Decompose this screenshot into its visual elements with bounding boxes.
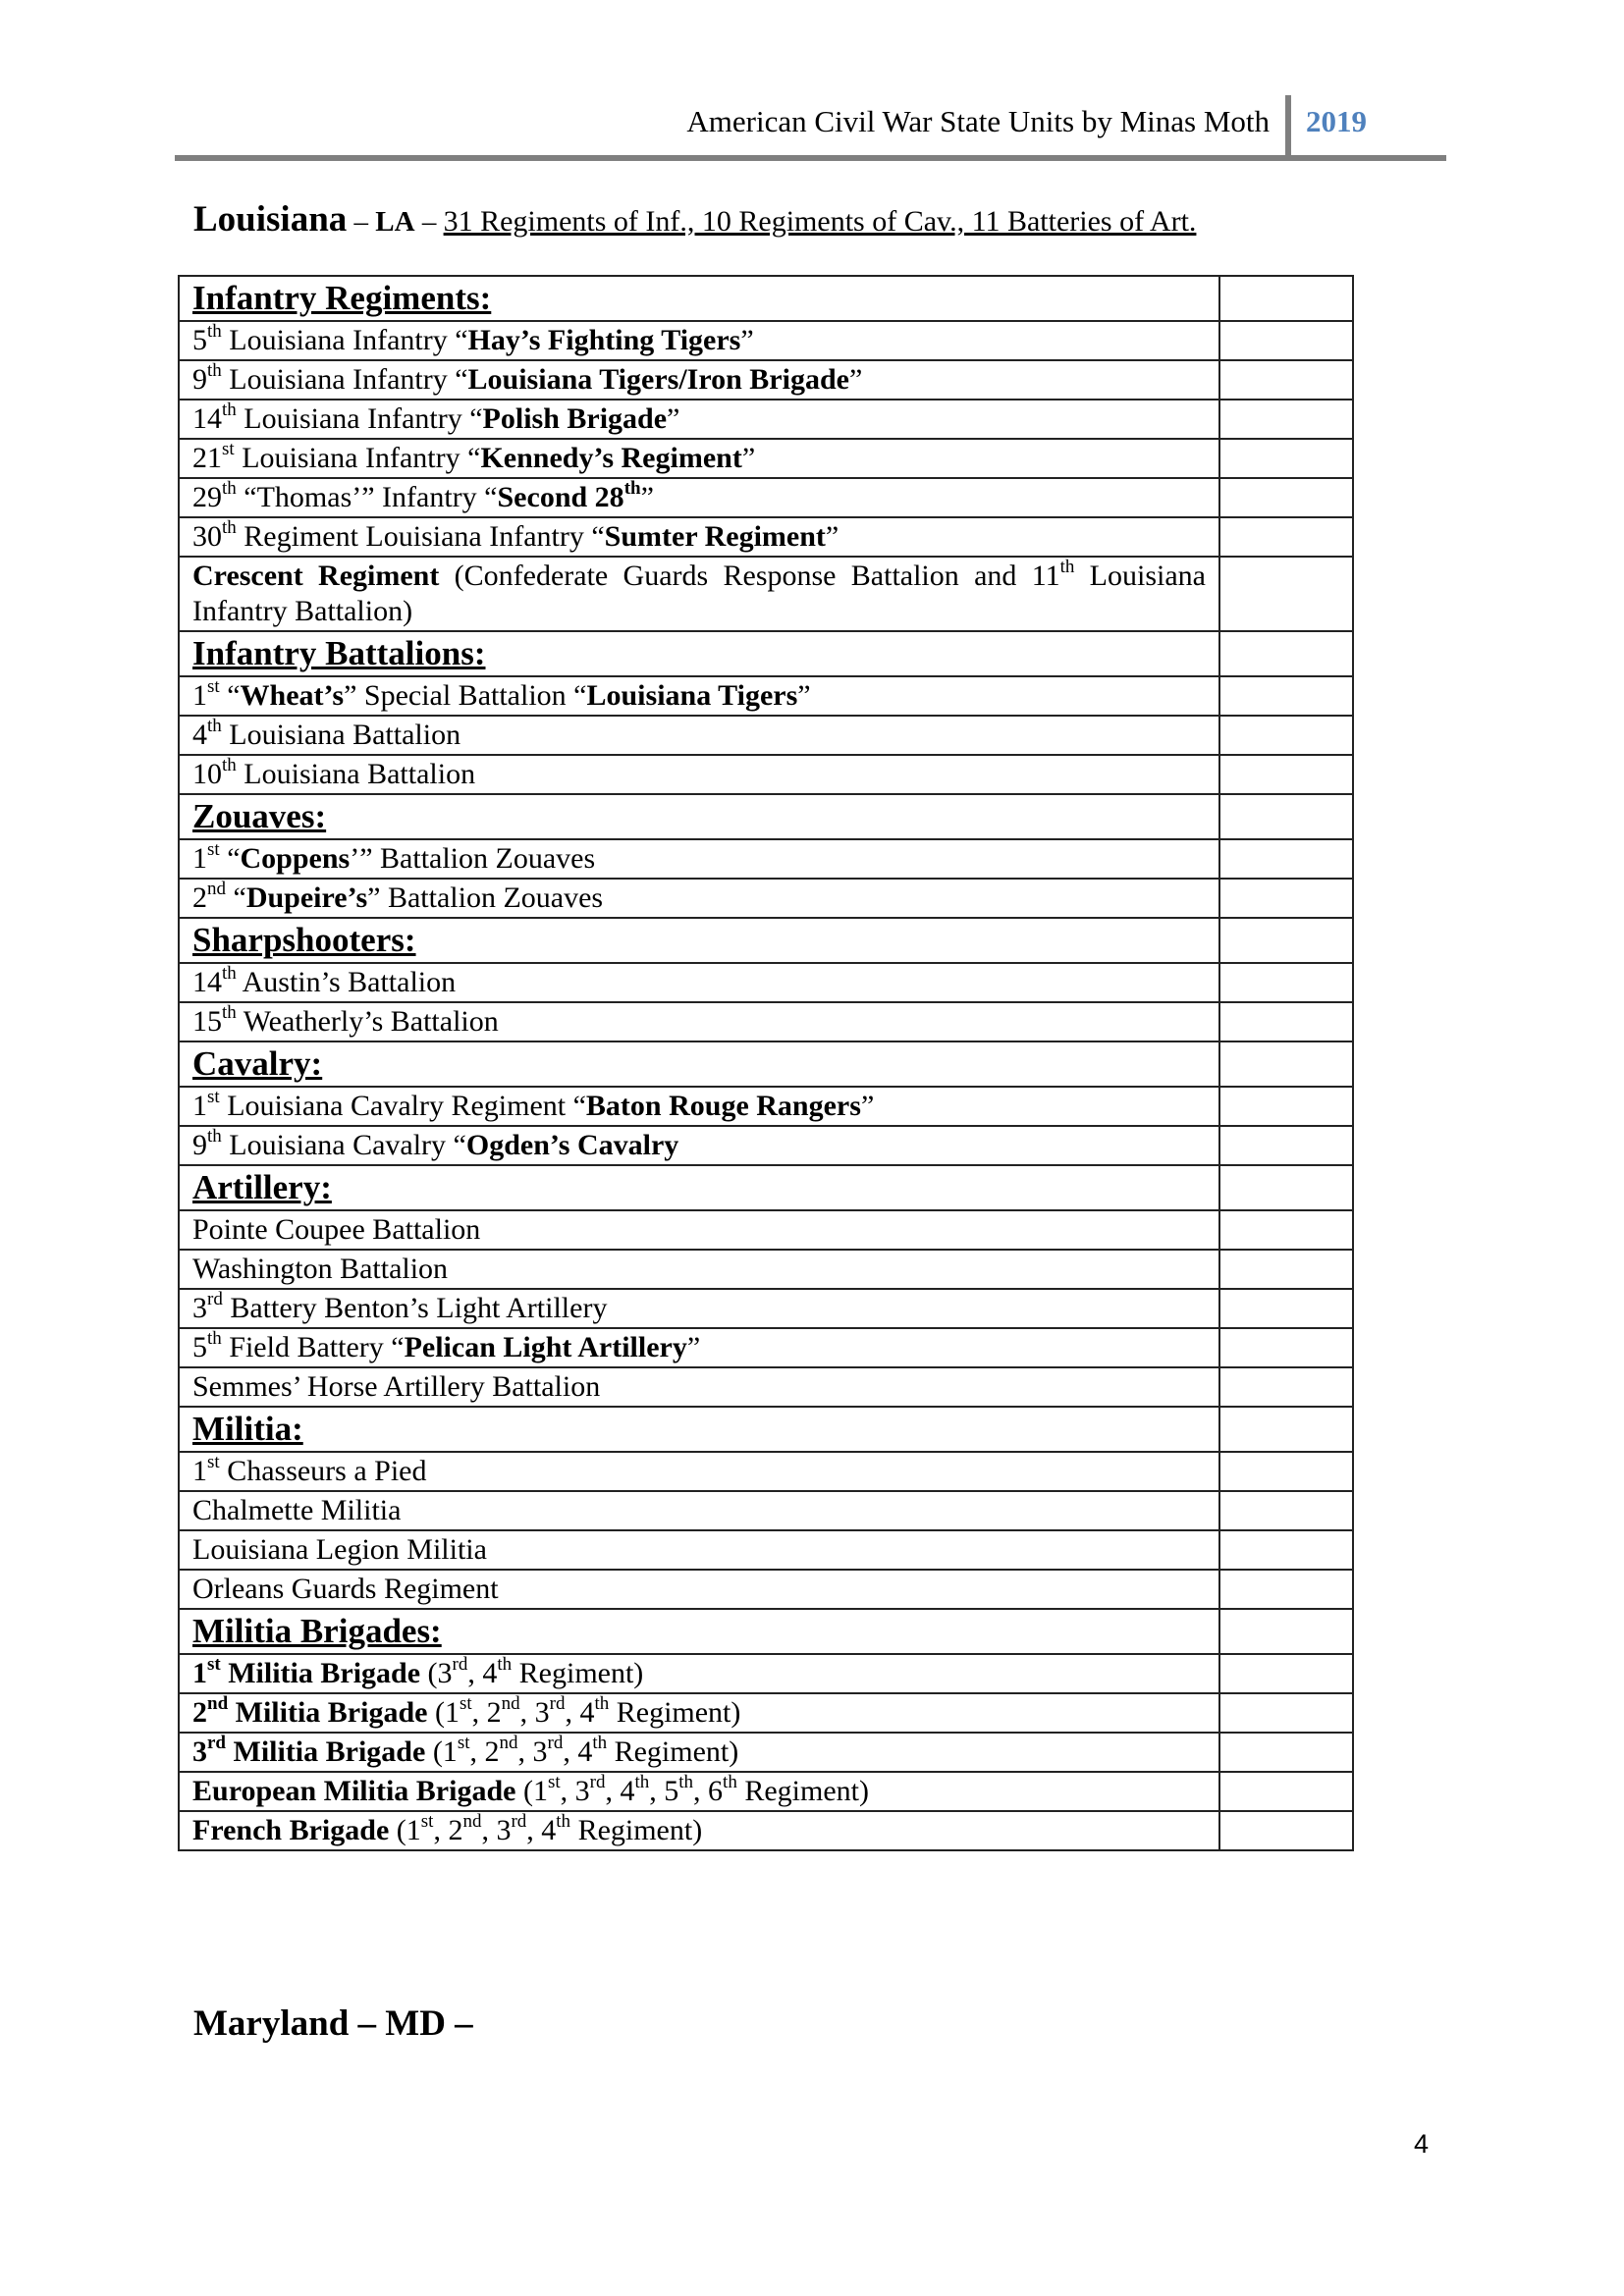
ordinal-suffix: th [634,1772,650,1792]
checkbox-cell[interactable] [1219,1210,1353,1250]
checkbox-cell[interactable] [1219,1407,1353,1452]
unit-row [179,1210,1353,1250]
unit-row [179,1002,1353,1041]
units-table [178,275,1354,1851]
section-heading: Sharpshooters: [192,921,416,959]
unit-text: ” Battalion Zouaves [367,881,604,914]
ordinal-suffix: st [547,1772,561,1792]
next-state-title: Maryland – MD – [193,2003,473,2044]
unit-name-cell [179,1126,1219,1165]
unit-text: Field Battery “ [221,1331,405,1363]
unit-name-cell [179,1693,1219,1733]
unit-name-cell [179,676,1219,716]
ordinal-suffix: th [556,1811,571,1832]
unit-text: “ [226,881,246,914]
ordinal-suffix: th [207,1126,222,1147]
unit-nickname-bold: Kennedy’s Regiment [480,442,742,474]
checkbox-cell[interactable] [1219,676,1353,716]
checkbox-cell[interactable] [1219,1126,1353,1165]
ordinal-suffix: th [222,517,237,538]
section-heading: Artillery: [192,1168,332,1206]
title-dash: – [414,206,444,238]
ordinal-suffix: rd [549,1693,566,1714]
unit-text: 4 [192,719,207,751]
unit-name-cell [179,1452,1219,1491]
unit-name-cell [179,1733,1219,1772]
unit-text: ’” Battalion Zouaves [350,842,596,875]
ordinal-suffix: th [222,755,237,775]
header-rule [175,155,1446,161]
checkbox-cell[interactable] [1219,478,1353,517]
unit-text: 9 [192,363,207,396]
ordinal-suffix: st [207,1452,220,1472]
unit-nickname-bold: Pelican Light Artillery [404,1331,687,1363]
checkbox-cell[interactable] [1219,1693,1353,1733]
checkbox-cell[interactable] [1219,1002,1353,1041]
section-heading-row [179,1609,1353,1654]
ordinal-suffix: th [497,1654,513,1675]
unit-row [179,676,1353,716]
unit-text: , 3 [517,1735,548,1768]
unit-text: Regiment) [607,1735,739,1768]
unit-text: 1 [192,1090,207,1122]
unit-row [179,1250,1353,1289]
section-heading: Militia: [192,1410,303,1448]
checkbox-cell[interactable] [1219,839,1353,879]
section-heading-cell [179,1609,1219,1654]
unit-text: Austin’s Battalion [236,966,457,998]
unit-name-cell [179,755,1219,794]
unit-row [179,321,1353,360]
unit-name-cell [179,400,1219,439]
title-dash: – [347,206,376,238]
ordinal-suffix: st [459,1693,472,1714]
ordinal-suffix: nd [499,1733,518,1753]
checkbox-cell[interactable] [1219,276,1353,321]
ordinal-suffix: th [592,1733,608,1753]
state-unit-summary: 31 Regiments of Inf., 10 Regiments of Cav., 11 Batteries of Art. [443,205,1197,238]
unit-row [179,1289,1353,1328]
unit-text: Regiment) [736,1775,869,1807]
checkbox-cell[interactable] [1219,1250,1353,1289]
ordinal-suffix: th [594,1693,610,1714]
unit-row [179,1570,1353,1609]
checkbox-cell[interactable] [1219,557,1353,631]
checkbox-cell[interactable] [1219,1733,1353,1772]
unit-text: Louisiana Infantry “ [221,324,468,356]
section-heading-row [179,276,1353,321]
unit-nickname-bold: Baton Rouge Rangers [585,1090,861,1122]
unit-text: (1 [389,1814,421,1846]
unit-text: 2 [192,881,207,914]
header-divider [1285,95,1291,158]
unit-nickname-bold: Dupeire’s [245,881,368,914]
unit-text: , 5 [649,1775,679,1807]
unit-row [179,963,1353,1002]
ordinal-suffix: st [207,839,220,860]
ordinal-suffix: nd [501,1693,520,1714]
unit-text: Chasseurs a Pied [219,1455,427,1487]
unit-text: 3 [192,1292,207,1324]
unit-row [179,557,1353,631]
unit-name-cell [179,321,1219,360]
unit-text: (1 [515,1775,548,1807]
unit-text: Louisiana Battalion [236,758,476,790]
checkbox-cell[interactable] [1219,1570,1353,1609]
ordinal-suffix: st [457,1733,470,1753]
unit-text: , 2 [469,1735,500,1768]
running-header-year: 2019 [1306,104,1367,138]
unit-text: “ [219,842,241,875]
unit-nickname-bold: 2 [192,1696,207,1729]
ordinal-suffix: rd [589,1772,606,1792]
unit-text: Washington Battalion [192,1253,449,1285]
unit-nickname-bold: Militia Brigade [220,1657,421,1689]
unit-text: ” [667,402,680,435]
ordinal-suffix: th [207,1328,222,1349]
state-abbreviation: LA [375,206,415,238]
unit-text: Battery Benton’s Light Artillery [222,1292,608,1324]
unit-text: , 2 [433,1814,463,1846]
units-table-body [179,276,1353,1850]
checkbox-cell[interactable] [1219,879,1353,918]
checkbox-cell[interactable] [1219,321,1353,360]
unit-name-cell [179,1002,1219,1041]
checkbox-cell[interactable] [1219,794,1353,839]
unit-text: 1 [192,679,207,712]
unit-text: , 2 [471,1696,502,1729]
unit-name-cell [179,1250,1219,1289]
section-heading: Infantry Battalions: [192,634,486,672]
checkbox-cell[interactable] [1219,1609,1353,1654]
section-heading-cell [179,1041,1219,1087]
section-heading-cell [179,276,1219,321]
section-heading-cell [179,631,1219,676]
unit-nickname-bold: Crescent Regiment [192,560,440,592]
section-heading-row [179,631,1353,676]
unit-text: Louisiana Battalion [221,719,461,751]
unit-text: Louisiana Infantry Battalion) [192,560,1206,627]
unit-name-cell [179,879,1219,918]
unit-text: Pointe Coupee Battalion [192,1213,481,1246]
unit-text: 30 [192,520,222,553]
checkbox-cell[interactable] [1219,1530,1353,1570]
checkbox-cell[interactable] [1219,1654,1353,1693]
unit-text: (1 [425,1735,458,1768]
unit-text: , 4 [526,1814,557,1846]
unit-text: Weatherly’s Battalion [236,1005,499,1038]
unit-row [179,1087,1353,1126]
ordinal-suffix: th [207,716,222,736]
ordinal-suffix: nd [462,1811,482,1832]
ordinal-suffix: st [222,439,235,459]
checkbox-cell[interactable] [1219,439,1353,478]
unit-text: (1 [427,1696,460,1729]
unit-text: ” [860,1090,875,1122]
ordinal-suffix: rd [547,1733,564,1753]
unit-text: 21 [192,442,222,474]
ordinal-suffix: th [623,478,641,499]
unit-name-cell [179,1328,1219,1367]
unit-text: 1 [192,842,207,875]
section-heading-cell [179,1165,1219,1210]
unit-text: Louisiana Infantry “ [221,363,468,396]
ordinal-suffix: st [207,1087,220,1107]
running-header-title: American Civil War State Units by Minas Moth [686,104,1270,138]
section-heading-cell [179,1407,1219,1452]
unit-text: Regiment) [570,1814,703,1846]
unit-text: 14 [192,402,222,435]
checkbox-cell[interactable] [1219,517,1353,557]
ordinal-suffix: th [207,360,222,381]
section-heading-cell [179,794,1219,839]
unit-text: “ [219,679,241,712]
unit-text: ” [797,679,811,712]
checkbox-cell[interactable] [1219,716,1353,755]
unit-row [179,1367,1353,1407]
unit-text: , 3 [560,1775,590,1807]
ordinal-suffix: st [420,1811,434,1832]
unit-text: (Confederate Guards Response Battalion and 11 [439,560,1060,592]
unit-nickname-bold: Militia Brigade [226,1735,426,1768]
unit-nickname-bold: 3 [192,1735,207,1768]
unit-text: , 3 [481,1814,512,1846]
unit-name-cell [179,1530,1219,1570]
ordinal-suffix: th [222,478,237,499]
state-name: Louisiana [193,199,348,240]
unit-row [179,439,1353,478]
unit-row [179,839,1353,879]
ordinal-suffix: rd [207,1733,226,1753]
unit-nickname-bold: Coppens [240,842,351,875]
unit-text: Regiment) [512,1657,644,1689]
unit-name-cell [179,1210,1219,1250]
ordinal-suffix: th [678,1772,694,1792]
unit-text: 15 [192,1005,222,1038]
ordinal-suffix: th [222,400,237,420]
unit-name-cell [179,1654,1219,1693]
checkbox-cell[interactable] [1219,755,1353,794]
ordinal-suffix: th [1059,557,1075,577]
section-heading: Infantry Regiments: [192,279,492,317]
unit-text: Chalmette Militia [192,1494,402,1526]
unit-row [179,879,1353,918]
section-heading-cell [179,918,1219,963]
section-heading: Militia Brigades: [192,1612,442,1650]
checkbox-cell[interactable] [1219,1165,1353,1210]
unit-nickname-bold: Second 28 [497,481,624,513]
unit-nickname-bold: Hay’s Fighting Tigers [467,324,741,356]
unit-row [179,478,1353,517]
unit-text: ” [640,481,654,513]
ordinal-suffix: nd [207,1693,229,1714]
section-heading: Cavalry: [192,1044,323,1083]
unit-text: Louisiana Legion Militia [192,1533,487,1566]
section-heading-row [179,1407,1353,1452]
checkbox-cell[interactable] [1219,1289,1353,1328]
checkbox-cell[interactable] [1219,1367,1353,1407]
section-heading-row [179,1165,1353,1210]
unit-text: “Thomas’” Infantry “ [236,481,498,513]
unit-name-cell [179,1570,1219,1609]
checkbox-cell[interactable] [1219,1811,1353,1850]
unit-nickname-bold: Sumter Regiment [604,520,826,553]
unit-row [179,1693,1353,1733]
section-heading-row [179,1041,1353,1087]
checkbox-cell[interactable] [1219,631,1353,676]
unit-name-cell [179,1772,1219,1811]
unit-row [179,360,1353,400]
unit-row [179,1126,1353,1165]
checkbox-cell[interactable] [1219,1491,1353,1530]
unit-text: ” [741,442,756,474]
unit-text: (3 [420,1657,453,1689]
unit-text: ” [825,520,839,553]
unit-text: 5 [192,1331,207,1363]
unit-nickname-bold: Louisiana Tigers/Iron Brigade [467,363,849,396]
unit-text: 1 [192,1455,207,1487]
unit-row [179,1654,1353,1693]
unit-row [179,755,1353,794]
unit-text: ” [740,324,754,356]
unit-row [179,1328,1353,1367]
section-heading: Zouaves: [192,797,327,835]
unit-text: ” [686,1331,701,1363]
unit-text: , 4 [467,1657,498,1689]
unit-row [179,517,1353,557]
unit-text: Louisiana Cavalry Regiment “ [219,1090,586,1122]
checkbox-cell[interactable] [1219,918,1353,963]
ordinal-suffix: th [222,963,237,984]
unit-text: Louisiana Cavalry “ [221,1129,466,1161]
unit-text: 29 [192,481,222,513]
unit-name-cell [179,557,1219,631]
checkbox-cell[interactable] [1219,360,1353,400]
unit-text: ” Special Battalion “ [344,679,587,712]
unit-row [179,1530,1353,1570]
unit-name-cell [179,517,1219,557]
unit-text: , 4 [605,1775,635,1807]
checkbox-cell[interactable] [1219,1328,1353,1367]
unit-name-cell [179,1289,1219,1328]
ordinal-suffix: th [723,1772,737,1792]
unit-row [179,1811,1353,1850]
unit-name-cell [179,1811,1219,1850]
unit-text: , 4 [563,1735,593,1768]
checkbox-cell[interactable] [1219,1041,1353,1087]
unit-text: , 3 [519,1696,550,1729]
unit-row [179,1491,1353,1530]
state-title [193,198,1196,248]
ordinal-suffix: st [207,1654,221,1675]
unit-row [179,1452,1353,1491]
unit-name-cell [179,360,1219,400]
unit-nickname-bold: Militia Brigade [228,1696,428,1729]
checkbox-cell[interactable] [1219,1452,1353,1491]
ordinal-suffix: rd [452,1654,468,1675]
unit-nickname-bold: Wheat’s [240,679,345,712]
unit-nickname-bold: European Militia Brigade [192,1775,516,1807]
unit-nickname-bold: Louisiana Tigers [586,679,798,712]
section-heading-row [179,794,1353,839]
unit-text: 5 [192,324,207,356]
unit-nickname-bold: French Brigade [192,1814,390,1846]
checkbox-cell[interactable] [1219,1087,1353,1126]
unit-text: Louisiana Infantry “ [234,442,481,474]
ordinal-suffix: nd [207,879,226,899]
unit-row [179,1772,1353,1811]
unit-name-cell [179,716,1219,755]
unit-row [179,716,1353,755]
unit-text: , 4 [565,1696,595,1729]
ordinal-suffix: th [222,1002,237,1023]
unit-name-cell [179,963,1219,1002]
section-heading-row [179,918,1353,963]
unit-text: Orleans Guards Regiment [192,1573,499,1605]
unit-text: Regiment Louisiana Infantry “ [236,520,605,553]
unit-nickname-bold: Ogden’s Cavalry [465,1129,679,1161]
ordinal-suffix: th [207,321,222,342]
unit-text: Regiment) [609,1696,741,1729]
page-number: 4 [1414,2129,1430,2159]
unit-name-cell [179,1367,1219,1407]
unit-text: ” [848,363,863,396]
unit-text: 9 [192,1129,207,1161]
ordinal-suffix: rd [207,1289,223,1309]
unit-row [179,1733,1353,1772]
unit-text: Semmes’ Horse Artillery Battalion [192,1370,601,1403]
unit-name-cell [179,478,1219,517]
unit-nickname-bold: 1 [192,1657,207,1689]
checkbox-cell[interactable] [1219,400,1353,439]
unit-name-cell [179,439,1219,478]
checkbox-cell[interactable] [1219,1772,1353,1811]
unit-text: 14 [192,966,222,998]
checkbox-cell[interactable] [1219,963,1353,1002]
unit-text: 10 [192,758,222,790]
unit-text: , 6 [693,1775,724,1807]
unit-nickname-bold: Polish Brigade [482,402,668,435]
unit-name-cell [179,1087,1219,1126]
ordinal-suffix: rd [511,1811,527,1832]
ordinal-suffix: st [207,676,220,697]
unit-row [179,400,1353,439]
unit-name-cell [179,839,1219,879]
unit-text: Louisiana Infantry “ [236,402,483,435]
unit-name-cell [179,1491,1219,1530]
